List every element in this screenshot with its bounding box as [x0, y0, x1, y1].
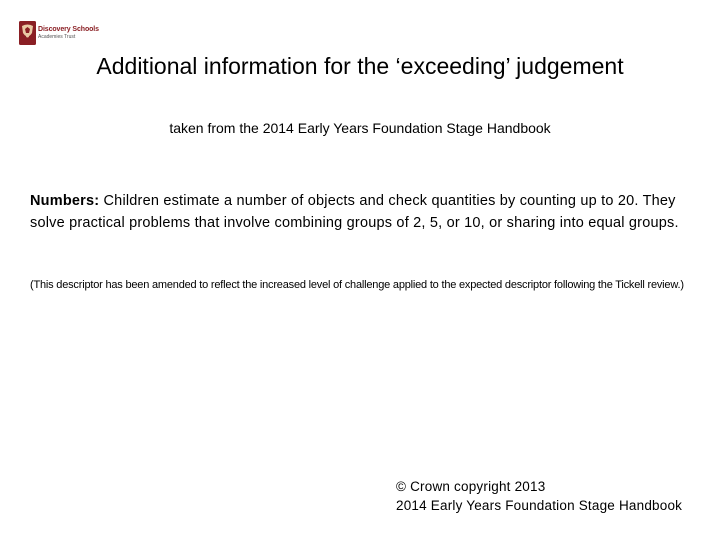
logo-name: Discovery Schools	[38, 26, 99, 33]
amendment-note: (This descriptor has been amended to reflect the increased level of challenge applied to the expected descriptor following the Tickell review.)	[30, 279, 684, 291]
page-subtitle: taken from the 2014 Early Years Foundation Stage Handbook	[169, 120, 551, 136]
source-line: 2014 Early Years Foundation Stage Handbook	[396, 498, 683, 513]
page-title: Additional information for the ‘exceeding’ judgement	[96, 53, 624, 79]
school-logo	[19, 21, 99, 45]
copyright-line: © Crown copyright 2013	[396, 479, 546, 494]
numbers-descriptor	[30, 191, 688, 234]
numbers-text: Children estimate a number of objects and check quantities by counting up to 20. They solve practical problems that involve combining groups of 2, 5, or 10, or sharing into equal groups.	[30, 193, 679, 231]
footer-credit	[396, 477, 682, 515]
logo-tagline: Academies Trust	[38, 34, 76, 40]
crest-icon	[19, 21, 36, 45]
numbers-label: Numbers:	[30, 193, 100, 209]
